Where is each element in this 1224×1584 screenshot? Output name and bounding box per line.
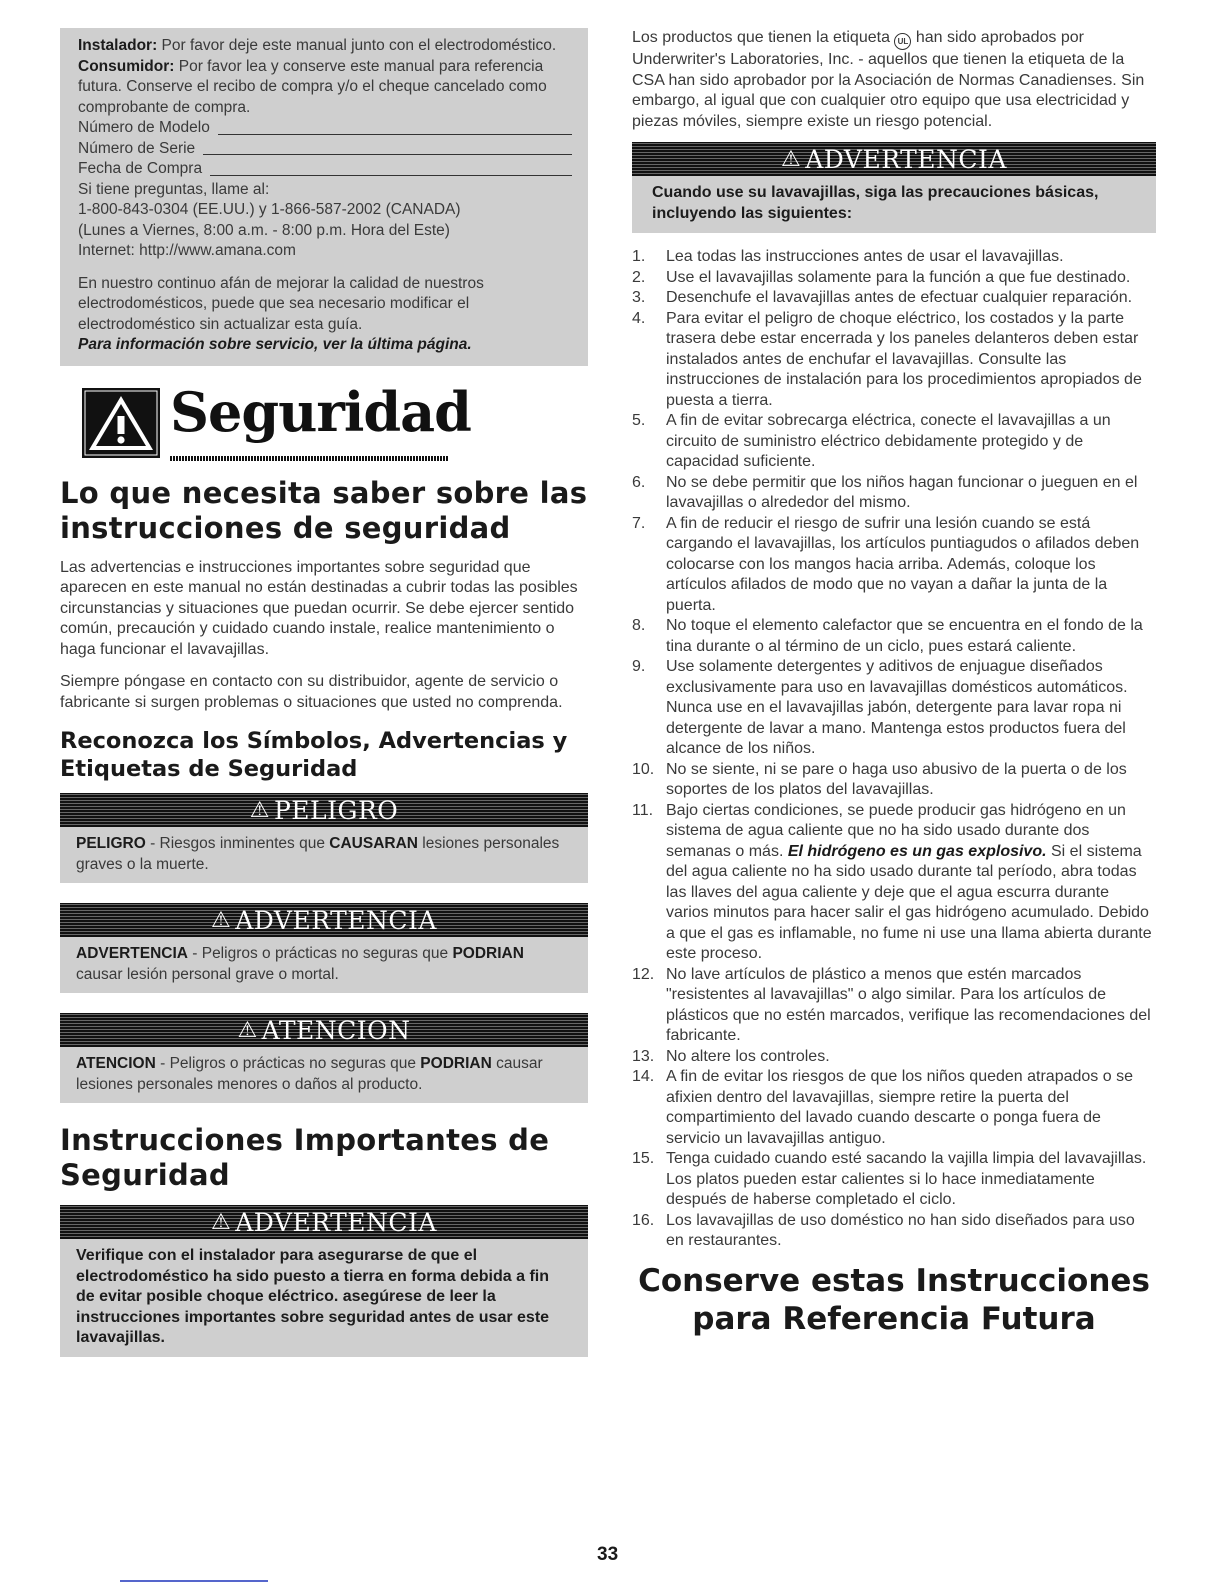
questions-text: Si tiene preguntas, llame al:: [78, 180, 270, 198]
peligro-box: [60, 793, 588, 883]
atencion-text: ATENCION - Peligros o prácticas no seguras que PODRIAN causar lesiones personales menores o daños al producto.: [60, 1047, 588, 1103]
list-item: 11. Bajo ciertas condiciones, se puede producir gas hidrógeno en un sistema de agua caliente que no ha sido usado durante dos semanas o más. El hidrógeno es un gas explosivo. Si el sistema del agua caliente no ha sido usado durante tal período, abra todas las llaves del agua caliente y deje que el agua escurra durante varios minutos para hacer salir el gas hidrógeno acumulado. Debido a que el gas es inflamable, no fume ni use una llama abierta durante este proceso.: [632, 801, 1152, 962]
important-instructions-heading: Instrucciones Importantes de Seguridad: [60, 1123, 550, 1192]
ul-listed-icon: UL: [894, 33, 911, 50]
advertencia-bar: ⚠ ADVERTENCIA: [60, 903, 588, 937]
list-item: 6. No se debe permitir que los niños hagan funcionar o jueguen en el lavavajillas o alrededor del mismo.: [632, 473, 1138, 511]
footer-rule: [120, 1580, 268, 1582]
advertencia-text: ADVERTENCIA - Peligros o prácticas no seguras que PODRIAN causar lesión personal grave o mortal.: [60, 937, 588, 993]
advertencia-box: [60, 903, 588, 993]
safety-warning-icon: [82, 388, 160, 458]
peligro-bar: ⚠ PELIGRO: [60, 793, 588, 827]
safety-instructions-heading: Lo que necesita saber sobre las instrucciones de seguridad: [60, 475, 588, 545]
list-item: 16. Los lavavajillas de uso doméstico no han sido diseñados para uso en restaurantes.: [632, 1211, 1135, 1249]
warning-triangle-icon: ⚠: [249, 797, 270, 823]
consumer-label: Consumidor:: [78, 57, 175, 75]
safety-paragraph-1: Las advertencias e instrucciones importantes sobre seguridad que aparecen en este manual no están destinadas a cubrir todas las posibles circunstancias y situaciones que puedan ocurrir. Se debe ejercer sentido común, precaución y cuidado cuando instale, realice mantenimiento o haga funcionar el lavavajillas.: [60, 558, 578, 658]
service-notice: Para información sobre servicio, ver la última página.: [78, 336, 472, 353]
safety-instructions-list: [632, 247, 1156, 1252]
certification-intro: Los productos que tienen la etiqueta UL han sido aprobados por Underwriter's Laboratories, Inc. - aquellos que tienen la etiqueta de la CSA han sido aprobador por la Asociación de Normas Canadienses. Sin embargo, al igual que con cualquier otro equipo que usa electricidad y piezas móviles, siempre existe un riesgo potencial.: [632, 29, 1145, 130]
phone-numbers: 1-800-843-0304 (EE.UU.) y 1-866-587-2002 (CANADA): [78, 201, 461, 218]
grounding-warning-bar: ⚠ ADVERTENCIA: [60, 1205, 588, 1239]
symbols-heading: Reconozca los Símbolos, Advertencias y Etiquetas de Seguridad: [60, 728, 568, 782]
list-item: 14. A fin de evitar los riesgos de que los niños queden atrapados o se afixien dentro del lavavajillas, siempre retire la puerta del compartimiento del lavado cuando descarte o ponga fuera de servicio un lavavajillas antiguo.: [632, 1068, 1133, 1147]
basic-precautions-box: [632, 142, 1156, 233]
purchase-date-field: Fecha de Compra: [78, 159, 572, 180]
serial-number-field: Número de Serie: [78, 139, 572, 160]
seguridad-heading: [60, 380, 588, 472]
improvement-notice: En nuestro continuo afán de mejorar la calidad de nuestros electrodomésticos, puede que sea necesario modificar el electrodoméstico sin actualizar esta guía.: [78, 274, 484, 333]
basic-precautions-bar: ⚠ ADVERTENCIA: [632, 142, 1156, 176]
owner-info-box: [60, 28, 588, 366]
list-item: 3. Desenchufe el lavavajillas antes de efectuar cualquier reparación.: [632, 289, 1133, 306]
phone-hours: (Lunes a Viernes, 8:00 a.m. - 8:00 p.m. Hora del Este): [78, 221, 450, 239]
basic-precautions-text: Cuando use su lavavajillas, siga las precauciones básicas, incluyendo las siguientes:: [632, 176, 1156, 233]
seguridad-underline: [170, 456, 448, 461]
list-item: 7. A fin de reducir el riesgo de sufrir una lesión cuando se está cargando el lavavajillas, los artículos puntiagudos o afilados deben colocarse con los mangos hacia arriba. Además, coloque los artículos afilados de modo que no vayan a dañar la junta de la puerta.: [632, 514, 1140, 614]
warning-triangle-icon: ⚠: [211, 907, 232, 933]
atencion-bar: ⚠ ATENCION: [60, 1013, 588, 1047]
list-item: 4. Para evitar el peligro de choque eléctrico, los costados y la parte trasera debe estar encerrada y los paneles delanteros deben estar instalados antes de enchufar el lavavajillas. Consulte las instrucciones de instalación para los procedimientos apropiados de puesta a tierra.: [632, 309, 1142, 409]
atencion-box: [60, 1013, 588, 1103]
list-item: 9. Use solamente detergentes y aditivos de enjuague diseñados exclusivamente para uso en lavavajillas domésticos automáticos. Nunca use en el lavavajillas jabón, detergente para lavar ropa ni detergente de lavar a mano. Mantenga estos productos fuera del alcance de los niños.: [632, 658, 1128, 757]
list-item: 5. A fin de evitar sobrecarga eléctrica, conecte el lavavajillas a un circuito de suministro eléctrico debidamente protegido y de capacidad suficiente.: [632, 412, 1111, 470]
left-column: [60, 28, 588, 1377]
installer-label: Instalador:: [78, 37, 158, 54]
consumer-text: Por favor lea y conserve este manual para referencia futura. Conserve el recibo de compra y/o el cheque cancelado como comprobante de compra.: [78, 57, 547, 116]
list-item: 2. Use el lavavajillas solamente para la función a que fue destinado.: [632, 268, 1131, 286]
grounding-warning-box: [60, 1205, 588, 1357]
list-item: 12. No lave artículos de plástico a menos que estén marcados "resistentes al lavavajillas" o algo similar. Para los artículos de plásticos que no estén marcados, verifique las recomendaciones del fabricante.: [632, 965, 1151, 1044]
grounding-warning-text: Verifique con el instalador para asegurarse de que el electrodoméstico ha sido puesto a tierra en forma debida a fin de evitar posible choque eléctrico. asegúrese de leer la instrucciones importantes sobre seguridad antes de usar este lavavajillas.: [60, 1239, 588, 1357]
list-item: 8. No toque el elemento calefactor que se encuentra en el fondo de la tina durante o al término de un ciclo, pues estará caliente.: [632, 617, 1143, 655]
safety-paragraph-2: Siempre póngase en contacto con su distribuidor, agente de servicio o fabricante si surgen problemas o situaciones que usted no comprenda.: [60, 673, 563, 711]
warning-triangle-icon: ⚠: [211, 1209, 232, 1235]
peligro-text: PELIGRO - Riesgos inminentes que CAUSARAN lesiones personales graves o la muerte.: [60, 827, 588, 883]
warning-triangle-icon: ⚠: [237, 1017, 258, 1043]
installer-text: Por favor deje este manual junto con el electrodoméstico.: [161, 37, 557, 54]
warning-triangle-icon: ⚠: [781, 146, 802, 172]
list-item: 15. Tenga cuidado cuando esté sacando la vajilla limpia del lavavajillas. Los platos pueden estar calientes si lo hace inmediatamente después de haberse completado el ciclo.: [632, 1150, 1147, 1208]
list-item: 10. No se siente, ni se pare o haga uso abusivo de la puerta o de los soportes de los platos del lavavajillas.: [632, 760, 1127, 798]
save-instructions-heading: Conserve estas Instrucciones para Referencia Futura: [638, 1262, 1150, 1337]
list-item: 1. Lea todas las instrucciones antes de usar el lavavajillas.: [632, 248, 1064, 265]
model-number-field: Número de Modelo: [78, 118, 572, 139]
list-item: 13. No altere los controles.: [632, 1047, 830, 1065]
internet-address: Internet: http://www.amana.com: [78, 242, 296, 259]
seguridad-title: Seguridad: [170, 379, 471, 444]
right-column: [632, 28, 1156, 1338]
page-number: 33: [597, 1544, 619, 1565]
